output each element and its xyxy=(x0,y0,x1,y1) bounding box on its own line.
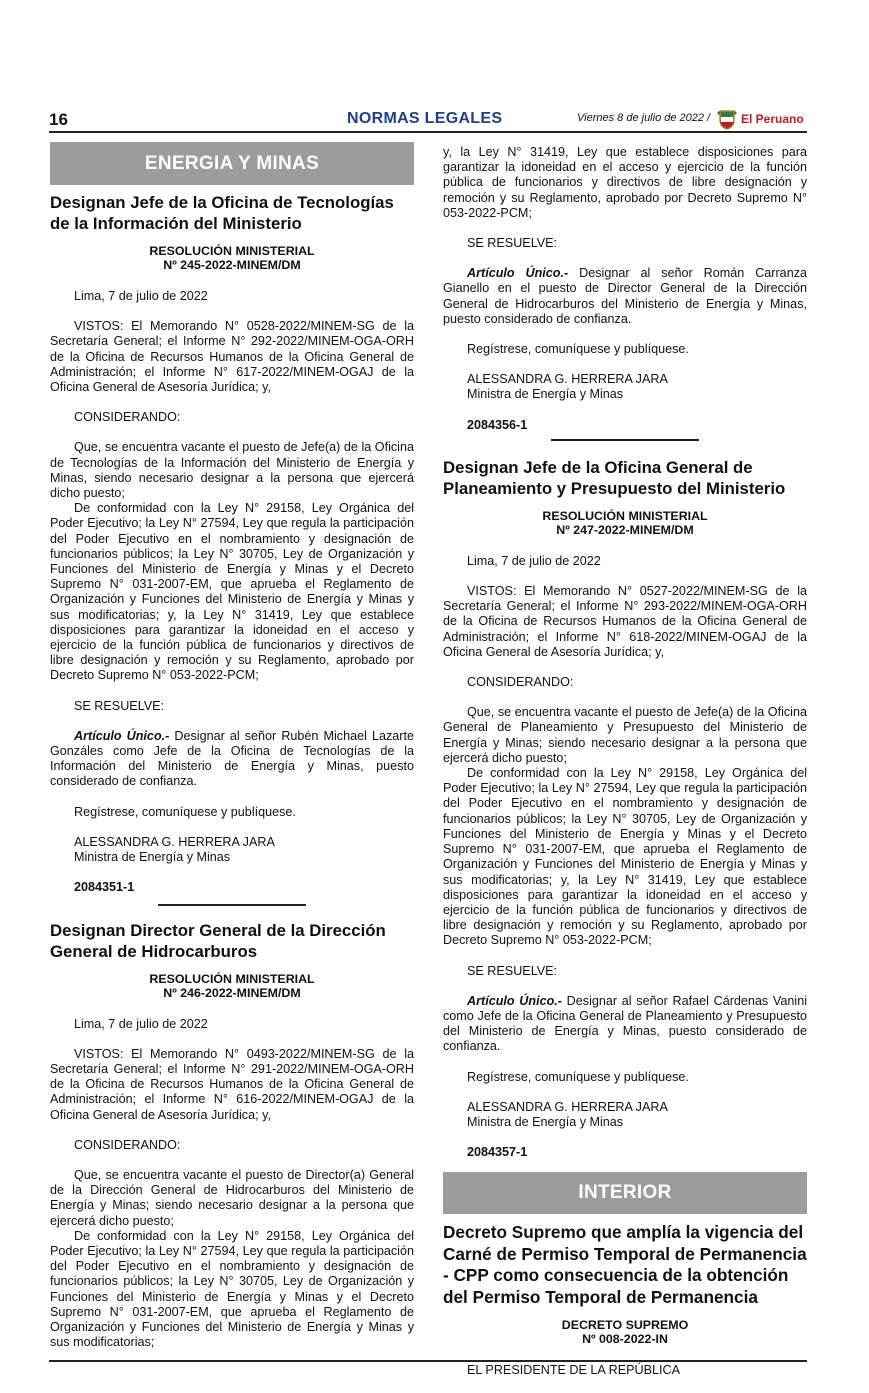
que-paragraph: Que, se encuentra vacante el puesto de Director(a) General de la Dirección General de Hidrocarburos del Ministerio de Energía y Minas; siendo necesario designar a la persona que ejercerá dicho puesto; xyxy=(50,1167,414,1228)
publication-code: 2084357-1 xyxy=(467,1145,528,1160)
resuelve-label: SE RESUELVE: xyxy=(467,236,558,251)
place-date: Lima, 7 de julio de 2022 xyxy=(74,1016,208,1031)
place-date: Lima, 7 de julio de 2022 xyxy=(467,553,601,568)
registrese-line: Regístrese, comuníquese y publíquese. xyxy=(74,804,296,819)
article-246-continued xyxy=(443,145,807,441)
vistos-paragraph: VISTOS: El Memorando N° 0528-2022/MINEM-SG de la Secretaría General; el Informe N° 292-2022/MINEM-OGA-ORH de la Oficina de Recursos Humanos de la Oficina General de Administración; el Informe N° 617-2022/MINEM-OGAJ de la Oficina General de Asesoría Jurídica; y, xyxy=(50,319,414,395)
que-paragraph: Que, se encuentra vacante el puesto de Jefe(a) de la Oficina General de Planeamiento y Presupuesto del Ministerio de Energía y Minas; siendo necesario designar a la persona que ejercerá dicho puesto; xyxy=(443,705,807,765)
signer-role: Ministra de Energía y Minas xyxy=(467,387,624,402)
decree-type: DECRETO SUPREMO xyxy=(561,1317,689,1332)
article-decreto xyxy=(443,1222,807,1378)
considerando-label: CONSIDERANDO: xyxy=(467,675,574,690)
conformidad-paragraph: De conformidad con la Ley N° 29158, Ley Orgánica del Poder Ejecutivo; la Ley N° 27594, Ley que regula la participación del Poder Ejecutivo en el nombramiento y designación de funcionarios públicos; la Ley N° 30705, Ley de Organización y Funciones del Ministerio de Energía y Minas y el Decreto Supremo N° 031-2007-EM, que aprueba el Reglamento de Organización y Funciones del Ministerio de Energía y Minas y sus modificatorias; xyxy=(50,1228,414,1350)
resolution-number: Nº 246-2022-MINEM/DM xyxy=(163,985,301,1000)
page-header xyxy=(49,108,807,132)
article-separator xyxy=(551,439,699,441)
article-separator xyxy=(158,904,306,906)
article-unico xyxy=(443,266,807,327)
resolution-type: RESOLUCIÓN MINISTERIAL xyxy=(149,244,315,258)
article-title: Designan Jefe de la Oficina de Tecnologías de la Información del Ministerio xyxy=(50,193,394,233)
section-band-energia: ENERGIA Y MINAS xyxy=(50,142,414,185)
footer-rule xyxy=(49,1360,807,1362)
presidente-line: EL PRESIDENTE DE LA REPÚBLICA xyxy=(467,1362,680,1377)
que-paragraph: Que, se encuentra vacante el puesto de Jefe(a) de la Oficina de Tecnologías de la Información del Ministerio de Energía y Minas, siendo necesario designar a la persona que ejercerá dicho puesto; xyxy=(50,440,414,501)
publication-code: 2084351-1 xyxy=(74,880,135,895)
article-246 xyxy=(50,920,414,1351)
resolution-heading xyxy=(50,244,414,272)
resolution-type: RESOLUCIÓN MINISTERIAL xyxy=(149,971,315,986)
resolution-number: Nº 247-2022-MINEM/DM xyxy=(556,522,694,537)
resuelve-label: SE RESUELVE: xyxy=(467,963,558,978)
decree-heading xyxy=(443,1318,807,1346)
resolution-heading xyxy=(443,509,807,537)
article-text: Designar al señor Rubén Michael Lazarte Gonzáles como Jefe de la Oficina de Tecnologías de la Información del Ministerio de Energía y Minas, puesto considerado de confianza. xyxy=(50,728,414,789)
article-245 xyxy=(50,192,414,906)
signer-name: ALESSANDRA G. HERRERA JARA xyxy=(467,1099,668,1114)
issue-date: Viernes 8 de julio de 2022 / xyxy=(577,112,711,124)
article-text: Designar al señor Román Carranza Gianello en el puesto de Director General de la Dirección General de Hidrocarburos del Ministerio de Energía y Minas, puesto considerado de confianza. xyxy=(443,266,807,326)
signer-name: ALESSANDRA G. HERRERA JARA xyxy=(467,372,668,387)
place-date: Lima, 7 de julio de 2022 xyxy=(74,289,208,303)
signer-name: ALESSANDRA G. HERRERA JARA xyxy=(74,834,275,849)
vistos-paragraph: VISTOS: El Memorando N° 0493-2022/MINEM-SG de la Secretaría General; el Informe N° 291-2022/MINEM-OGA-ORH de la Oficina de Recursos Humanos de la Oficina General de Administración; el Informe N° 616-2022/MINEM-OGAJ de la Oficina General de Asesoría Jurídica; y, xyxy=(50,1046,414,1122)
considerando-label: CONSIDERANDO: xyxy=(74,410,181,425)
article-title: Designan Director General de la Dirección General de Hidrocarburos xyxy=(50,920,386,961)
article-title: Designan Jefe de la Oficina General de Planeamiento y Presupuesto del Ministerio xyxy=(443,457,786,498)
vistos-paragraph: VISTOS: El Memorando N° 0527-2022/MINEM-SG de la Secretaría General; el Informe N° 293-2022/MINEM-OGA-ORH de la Oficina de Recursos Humanos de la Oficina General de Administración; el Informe N° 618-2022/MINEM-OGAJ de la Oficina General de Asesoría Jurídica; y, xyxy=(443,584,807,659)
decree-number: Nº 008-2022-IN xyxy=(582,1331,668,1346)
section-title: NORMAS LEGALES xyxy=(347,110,503,127)
resolution-heading xyxy=(50,972,414,1000)
article-unico xyxy=(443,994,807,1055)
resolution-number: Nº 245-2022-MINEM/DM xyxy=(163,258,301,272)
page-number: 16 xyxy=(49,110,68,129)
article-label: Artículo Único.- xyxy=(467,266,569,281)
article-label: Artículo Único.- xyxy=(467,993,562,1008)
article-label: Artículo Único.- xyxy=(74,728,170,743)
conformidad-paragraph: De conformidad con la Ley N° 29158, Ley Orgánica del Poder Ejecutivo; la Ley N° 27594, Ley que regula la participación del Poder Ejecutivo en el nombramiento y designación de funcionarios públicos; la Ley N° 30705, Ley de Organización y Funciones del Ministerio de Energía y Minas y el Decreto Supremo N° 031-2007-EM, que aprueba el Reglamento de Organización y Funciones del Ministerio de Energía y Minas y sus modificatorias; y, la Ley N° 31419, Ley que establece disposiciones para garantizar la idoneidad en el acceso y ejercicio de la función pública de funcionarios y directivos de libre designación y remoción y su Reglamento, aprobado por Decreto Supremo N° 053-2022-PCM; xyxy=(443,766,807,948)
signer-role: Ministra de Energía y Minas xyxy=(74,850,231,865)
publication-code: 2084356-1 xyxy=(467,417,528,432)
section-band-interior: INTERIOR xyxy=(443,1172,807,1214)
registrese-line: Regístrese, comuníquese y publíquese. xyxy=(467,342,689,357)
article-unico xyxy=(50,729,414,790)
coat-of-arms-icon xyxy=(716,108,738,130)
conformidad-paragraph: De conformidad con la Ley N° 29158, Ley Orgánica del Poder Ejecutivo; la Ley N° 27594, Ley que regula la participación del Poder Ejecutivo en el nombramiento y designación de funcionarios públicos; la Ley N° 30705, Ley de Organización y Funciones del Ministerio de Energía y Minas y el Decreto Supremo N° 031-2007-EM, que aprueba el Reglamento de Organización y Funciones del Ministerio de Energía y Minas y sus modificatorias; y, la Ley N° 31419, Ley que establece disposiciones para garantizar la idoneidad en el acceso y ejercicio de la función pública de funcionarios y directivos de libre designación y remoción y su Reglamento, aprobado por Decreto Supremo N° 053-2022-PCM; xyxy=(50,501,414,683)
considerando-label: CONSIDERANDO: xyxy=(74,1137,181,1152)
resuelve-label: SE RESUELVE: xyxy=(74,698,165,713)
newspaper-brand: El Peruano xyxy=(741,112,804,126)
article-247 xyxy=(443,457,807,1161)
resolution-type: RESOLUCIÓN MINISTERIAL xyxy=(542,508,708,523)
conformidad-continued: y, la Ley N° 31419, Ley que establece disposiciones para garantizar la idoneidad en el acceso y ejercicio de la función pública de funcionarios y directivos de libre designación y remoción y su Reglamento, aprobado por Decreto Supremo N° 053-2022-PCM; xyxy=(443,145,807,220)
signer-role: Ministra de Energía y Minas xyxy=(467,1114,624,1129)
right-column xyxy=(443,145,807,1393)
left-column xyxy=(50,142,414,1350)
article-text: Designar al señor Rafael Cárdenas Vanini como Jefe de la Oficina General de Planeamiento y Presupuesto del Ministerio de Energía y Minas, puesto considerado de confianza. xyxy=(443,993,807,1054)
registrese-line: Regístrese, comuníquese y publíquese. xyxy=(467,1069,689,1084)
header-rule xyxy=(49,131,807,133)
article-title: Decreto Supremo que amplía la vigencia del Carné de Permiso Temporal de Permanencia - CPP como consecuencia de la obtención del Permiso Temporal de Permanencia xyxy=(443,1222,807,1307)
